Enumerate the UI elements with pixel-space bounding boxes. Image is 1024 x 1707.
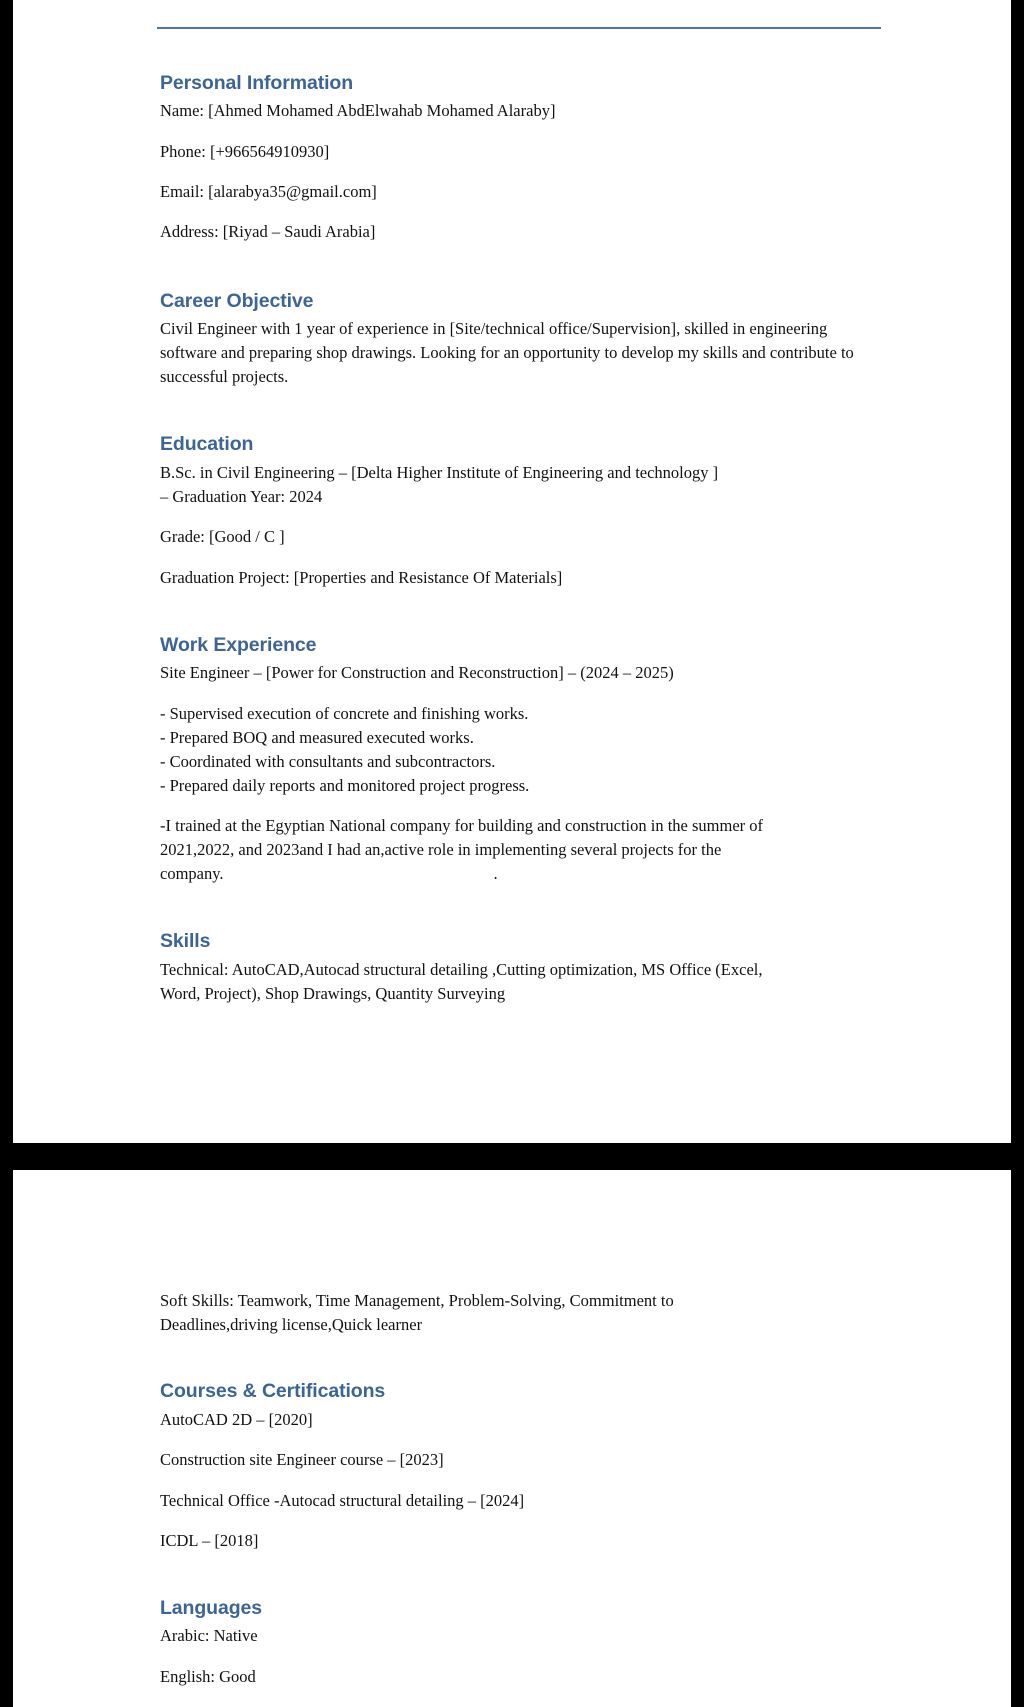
work-duty-item: - Coordinated with consultants and subcontractors. xyxy=(160,752,496,771)
personal-name: Name: [Ahmed Mohamed AbdElwahab Mohamed Alaraby] xyxy=(160,101,556,120)
work-duty-item: - Prepared daily reports and monitored project progress. xyxy=(160,776,530,795)
training-line-1: -I trained at the Egyptian National company for building and construction in the summer of xyxy=(160,816,764,835)
course-item: ICDL – [2018] xyxy=(160,1531,259,1550)
language-english: English: Good xyxy=(160,1667,256,1686)
education-degree-line-2: – Graduation Year: 2024 xyxy=(160,487,323,506)
technical-skills-line-2: Word, Project), Shop Drawings, Quantity Surveying xyxy=(160,984,506,1003)
career-objective-heading: Career Objective xyxy=(160,290,314,312)
course-item: Construction site Engineer course – [2023] xyxy=(160,1450,444,1469)
education-degree-line-1: B.Sc. in Civil Engineering – [Delta Higher Institute of Engineering and technology ] xyxy=(160,463,719,482)
skills-heading: Skills xyxy=(160,930,211,952)
work-role: Site Engineer – [Power for Construction and Reconstruction] – (2024 – 2025) xyxy=(160,663,674,682)
soft-skills-line-2: Deadlines,driving license,Quick learner xyxy=(160,1315,423,1334)
languages-heading: Languages xyxy=(160,1597,263,1619)
courses-heading: Courses & Certifications xyxy=(160,1380,386,1402)
document-page-2 xyxy=(13,1170,1011,1707)
personal-address: Address: [Riyad – Saudi Arabia] xyxy=(160,222,376,241)
career-objective-text: Civil Engineer with 1 year of experience in [Site/technical office/Supervision], skilled in engineering software and preparing shop drawings. Looking for an opportunity to develop my skills and contribute to successful projects. xyxy=(160,319,854,386)
course-item: Technical Office -Autocad structural detailing – [2024] xyxy=(160,1491,525,1510)
training-company-text: company. xyxy=(160,864,224,883)
technical-skills-line-1: Technical: AutoCAD,Autocad structural detailing ,Cutting optimization, MS Office (Excel, xyxy=(160,960,763,979)
work-experience-heading: Work Experience xyxy=(160,634,317,656)
stray-dot: . xyxy=(493,864,498,883)
work-duty-item: - Prepared BOQ and measured executed works. xyxy=(160,728,474,747)
soft-skills-line-1: Soft Skills: Teamwork, Time Management, Problem-Solving, Commitment to xyxy=(160,1291,674,1310)
education-grade: Grade: [Good / C ] xyxy=(160,527,285,546)
training-line-2: 2021,2022, and 2023and I had an,active role in implementing several projects for the xyxy=(160,840,722,859)
personal-phone: Phone: [+966564910930] xyxy=(160,142,330,161)
personal-email: Email: [alarabya35@gmail.com] xyxy=(160,182,377,201)
document-page-1 xyxy=(13,0,1011,1143)
work-duty-item: - Supervised execution of concrete and finishing works. xyxy=(160,704,529,723)
personal-info-heading: Personal Information xyxy=(160,72,354,94)
education-heading: Education xyxy=(160,433,254,455)
course-item: AutoCAD 2D – [2020] xyxy=(160,1410,313,1429)
education-project: Graduation Project: [Properties and Resistance Of Materials] xyxy=(160,568,563,587)
language-arabic: Arabic: Native xyxy=(160,1626,258,1645)
training-line-3 xyxy=(160,862,880,886)
header-rule xyxy=(157,27,881,29)
